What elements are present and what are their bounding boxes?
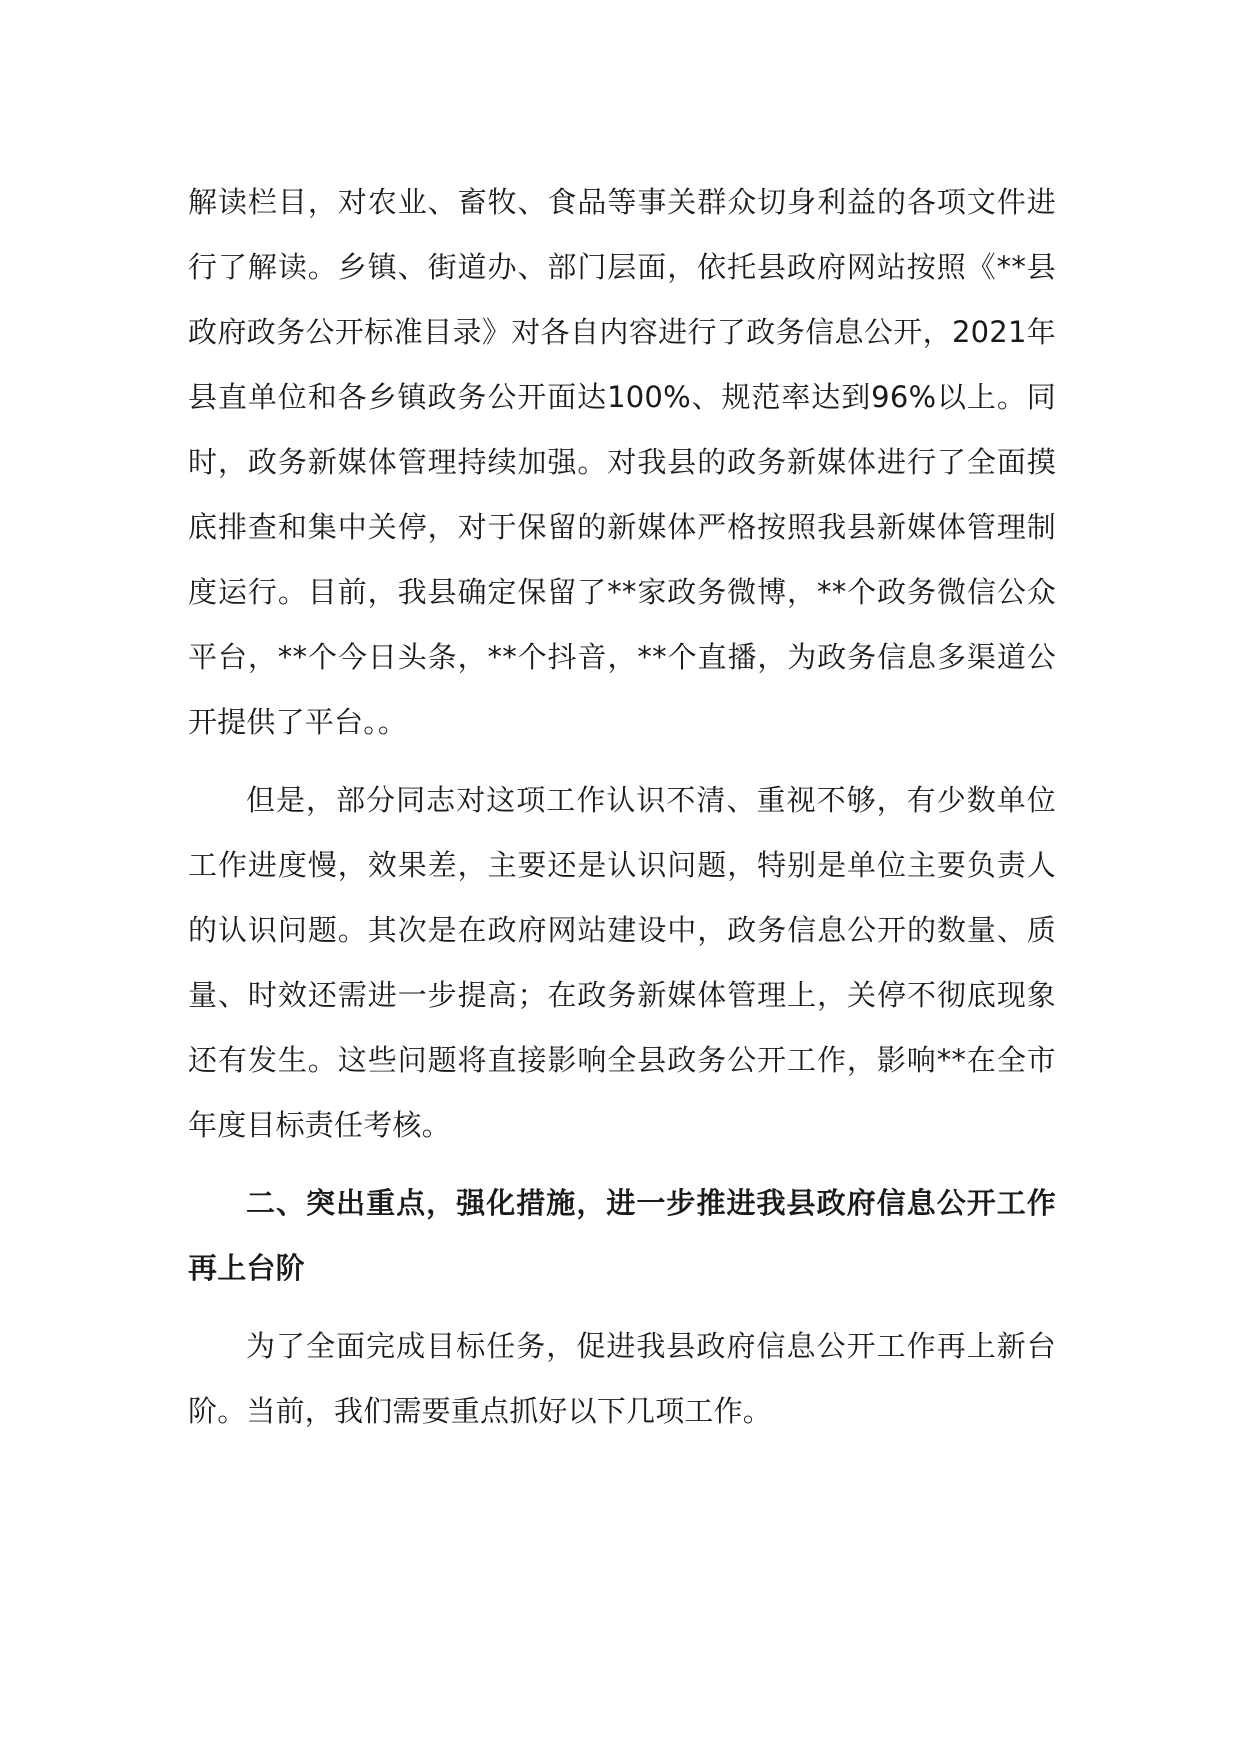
body-paragraph-1: 解读栏目，对农业、畜牧、食品等事关群众切身利益的各项文件进行了解读。乡镇、街道办、部门层面，依托县政府网站按照《**县政府政务公开标准目录》对各自内容进行了政务信息公开，2021年县直单位和各乡镇政务公开面达100%、规范率达到96%以上。同时，政务新媒体管理持续加强。对我县的政务新媒体进行了全面摸底排查和集中关停，对于保留的新媒体严格按照我县新媒体管理制度运行。目前，我县确定保留了**家政务微博，**个政务微信公众平台，**个今日头条，**个抖音，**个直播，为政务信息多渠道公开提供了平台。。 bbox=[188, 185, 1056, 739]
document-page bbox=[188, 170, 1056, 1444]
body-paragraph-2: 但是，部分同志对这项工作认识不清、重视不够，有少数单位工作进度慢，效果差，主要还是认识问题，特别是单位主要负责人的认识问题。其次是在政府网站建设中，政务信息公开的数量、质量、时效还需进一步提高；在政务新媒体管理上，关停不彻底现象还有发生。这些问题将直接影响全县政务公开工作，影响**在全市年度目标责任考核。 bbox=[188, 783, 1056, 1142]
body-paragraph-3: 为了全面完成目标任务，促进我县政府信息公开工作再上新台阶。当前，我们需要重点抓好以下几项工作。 bbox=[188, 1329, 1056, 1428]
section-heading-2: 二、突出重点，强化措施，进一步推进我县政府信息公开工作再上台阶 bbox=[188, 1186, 1056, 1285]
